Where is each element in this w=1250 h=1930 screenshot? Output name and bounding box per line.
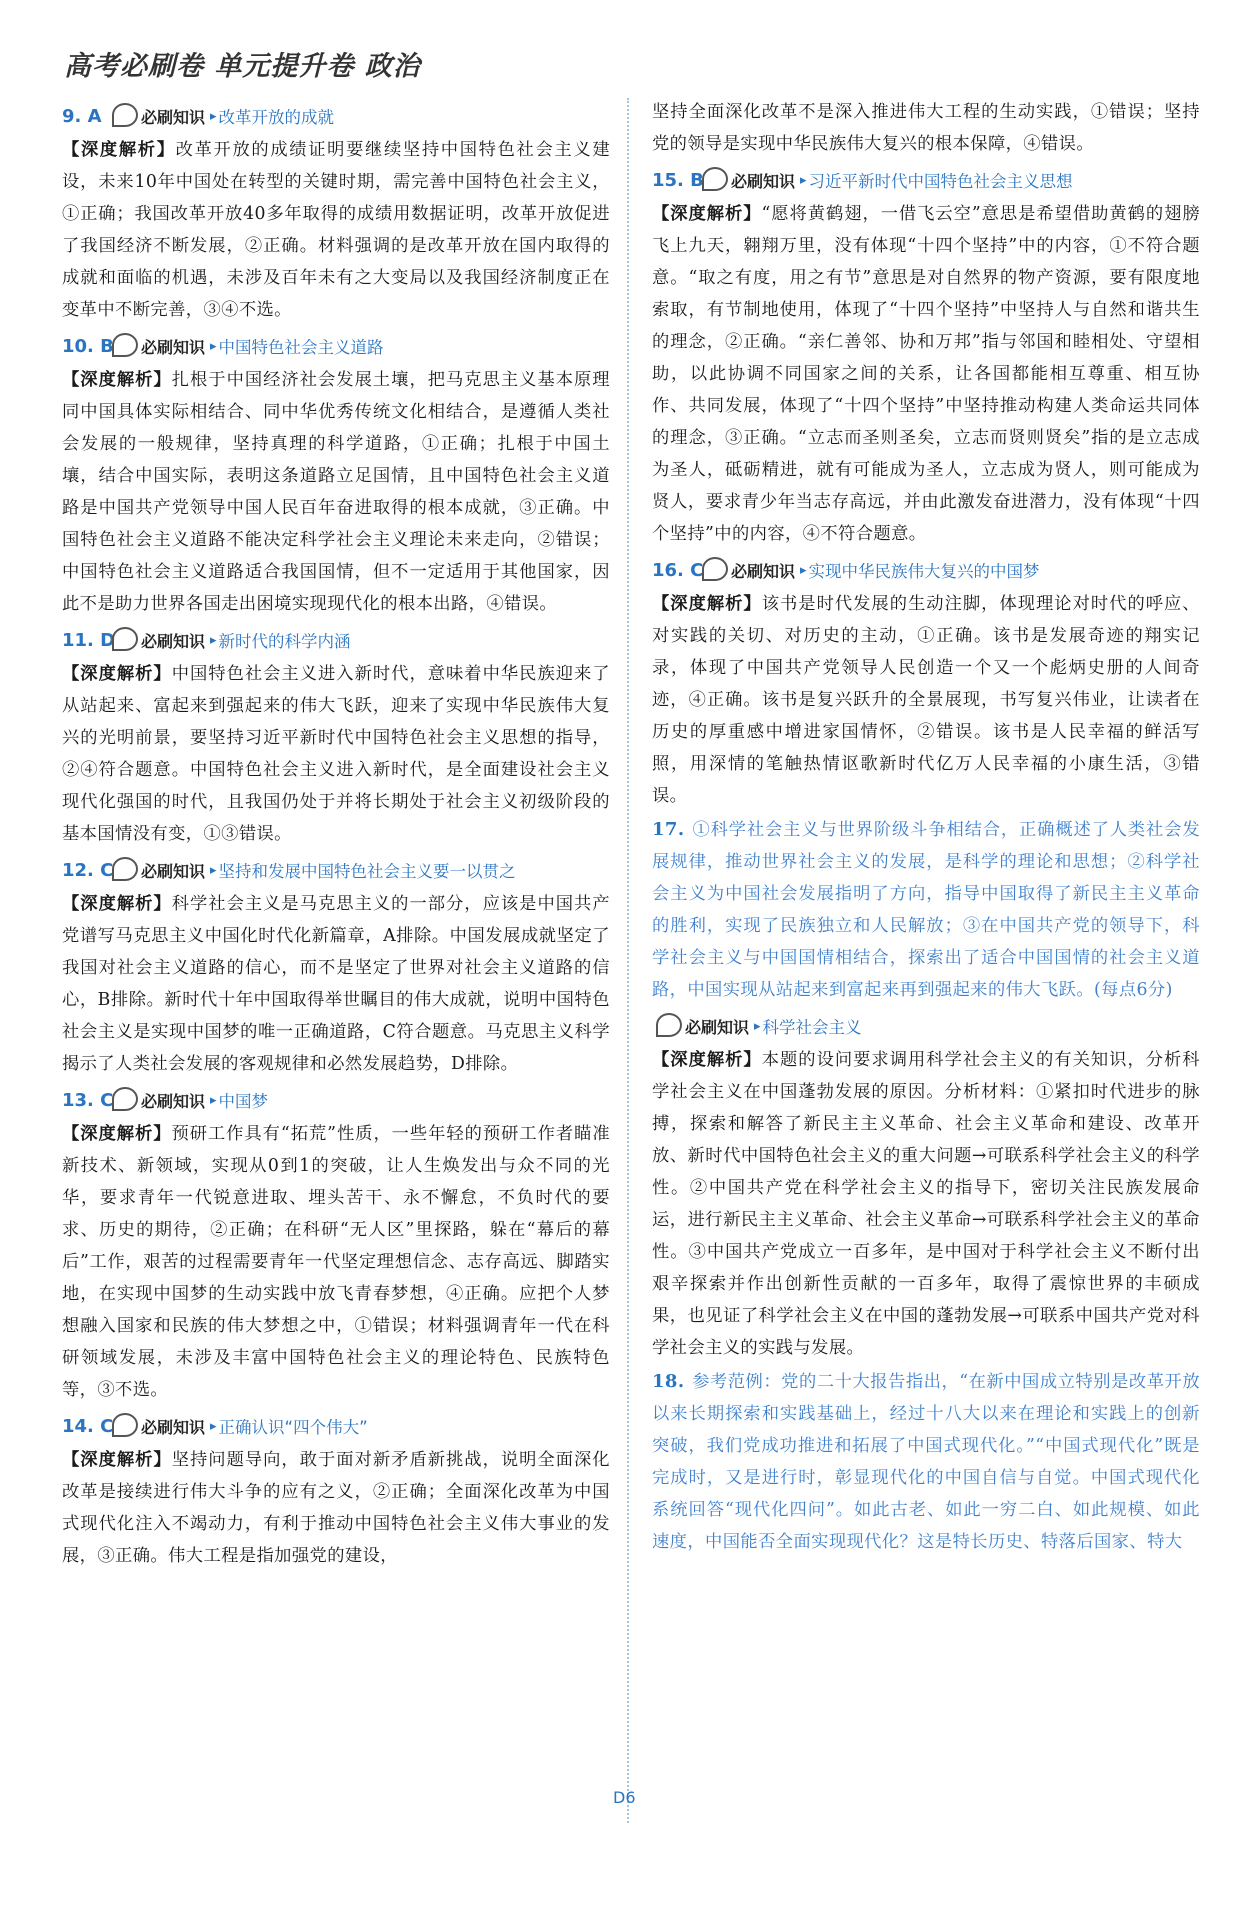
knowledge-tag: 必刷知识 ▸ [702, 558, 809, 582]
question-16-analysis: 【深度解析】该书是时代发展的生动注脚，体现理论对时代的呼应、对实践的关切、对历史的主动，①正确。该书是发展奇迹的翔实记录，体现了中国共产党领导人民创造一个又一个彪炳史册的人间奇迹，④正确。该书是复兴跃升的全景展现，书写复兴伟业，让读者在历史的厚重感中增进家国情怀，②错误。该书是人民幸福的鲜活写照，用深情的笔触热情讴歌新时代亿万人民幸福的小康生活，③错误。 [652, 594, 1200, 806]
question-number: 9. A [62, 105, 102, 127]
knowledge-tag: 必刷知识 ▸ [112, 858, 219, 882]
question-17-answer: 17. ①科学社会主义与世界阶级斗争相结合，正确概述了人类社会发展规律，推动世界社会主义的发展，是科学的理论和思想；②科学社会主义为中国社会发展指明了方向，指导中国取得了新民主主义革命的胜利，实现了民族独立和人民解放；③在中国共产党的领导下，科学社会主义与中国国情相结合，探索出了适合中国国情的社会主义道路，中国实现从站起来到富起来再到强起来的伟大飞跃。(每点6分) [652, 814, 1200, 1006]
page-number: D6 [613, 1788, 636, 1807]
question-17-header [652, 1010, 1200, 1042]
question-11-analysis: 【深度解析】中国特色社会主义进入新时代，意味着中华民族迎来了从站起来、富起来到强起来的伟大飞跃，迎来了实现中华民族伟大复兴的光明前景，要坚持习近平新时代中国特色社会主义思想的指导，②④符合题意。中国特色社会主义进入新时代，是全面建设社会主义现代化强国的时代，且我国仍处于并将长期处于社会主义初级阶段的基本国情没有变，①③错误。 [62, 664, 610, 844]
question-15-analysis: 【深度解析】“愿将黄鹤翅，一借飞云空”意思是希望借助黄鹤的翅膀飞上九天，翱翔万里，没有体现“十四个坚持”中的内容，①不符合题意。“取之有度，用之有节”意思是对自然界的物产资源，要有限度地索取，有节制地使用，体现了“十四个坚持”中坚持人与自然和谐共生的理念，②正确。“亲仁善邻、协和万邦”指与邻国和睦相处、守望相助，以此协调不同国家之间的关系，让各国都能相互尊重、相互协作、共同发展，体现了“十四个坚持”中坚持推动构建人类命运共同体的理念，③正确。“立志而圣则圣矣，立志而贤则贤矣”指的是立志成为圣人，砥砺精进，就有可能成为圣人，立志成为贤人，则可能成为贤人，要求青少年当志存高远，并由此激发奋进潜力，没有体现“十四个坚持”中的内容，④不符合题意。 [652, 204, 1201, 544]
question-18-answer: 18. 参考范例：党的二十大报告指出，“在新中国成立特别是改革开放以来长期探索和实践基础上，经过十八大以来在理论和实践上的创新突破，我们党成功推进和拓展了中国式现代化。”“中国式现代化”既是完成时，又是进行时，彰显现代化的中国自信与自觉。中国式现代化系统回答“现代化四问”。如此古老、如此一穷二白、如此规模、如此速度，中国能否全面实现现代化？这是特长历史、特落后国家、特大 [652, 1366, 1200, 1558]
speech-bubble-icon [112, 857, 138, 881]
arrow-right-icon: ▸ [210, 338, 217, 354]
question-16-header [652, 554, 1200, 586]
knowledge-tag: 必刷知识 ▸ [112, 104, 219, 128]
question-12-header [62, 854, 610, 886]
arrow-right-icon: ▸ [210, 632, 217, 648]
arrow-right-icon: ▸ [210, 1092, 217, 1108]
speech-bubble-icon [112, 627, 138, 651]
speech-bubble-icon [702, 167, 728, 191]
knowledge-tag: 必刷知识 ▸ [112, 628, 219, 652]
arrow-right-icon: ▸ [210, 862, 217, 878]
question-number: 15. B [652, 169, 704, 191]
question-topic: 正确认识“四个伟大” [218, 1418, 368, 1437]
arrow-right-icon: ▸ [800, 562, 807, 578]
speech-bubble-icon [112, 103, 138, 127]
knowledge-tag: 必刷知识 ▸ [656, 1014, 763, 1038]
speech-bubble-icon [112, 333, 138, 357]
question-17-analysis: 【深度解析】本题的设问要求调用科学社会主义的有关知识，分析科学社会主义在中国蓬勃发展的原因。分析材料：①紧扣时代进步的脉搏，探索和解答了新民主主义革命、社会主义革命和建设、改革开放、新时代中国特色社会主义的重大问题→可联系科学社会主义的科学性。②中国共产党在科学社会主义的指导下，密切关注民族发展命运，进行新民主主义革命、社会主义革命→可联系科学社会主义的革命性。③中国共产党成立一百多年，是中国对于科学社会主义不断付出艰辛探索并作出创新性贡献的一百多年，取得了震惊世界的丰硕成果，也见证了科学社会主义在中国的蓬勃发展→可联系中国共产党对科学社会主义的实践与发展。 [652, 1050, 1200, 1358]
question-number: 14. C [62, 1415, 114, 1437]
speech-bubble-icon [112, 1413, 138, 1437]
question-topic: 改革开放的成就 [218, 108, 335, 127]
arrow-right-icon: ▸ [800, 172, 807, 188]
question-14-analysis: 【深度解析】坚持问题导向，敢于面对新矛盾新挑战，说明全面深化改革是接续进行伟大斗争的应有之义，②正确；全面深化改革为中国式现代化注入不竭动力，有利于推动中国特色社会主义伟大事业的发展，③正确。伟大工程是指加强党的建设， [62, 1450, 610, 1566]
question-number: 10. B [62, 335, 114, 357]
question-12-analysis: 【深度解析】科学社会主义是马克思主义的一部分，应该是中国共产党谱写马克思主义中国化时代化新篇章，A排除。中国发展成就坚定了我国对社会主义道路的信心，而不是坚定了世界对社会主义道路的信心，B排除。新时代十年中国取得举世瞩目的伟大成就，说明中国特色社会主义是实现中国梦的唯一正确道路，C符合题意。马克思主义科学揭示了人类社会发展的客观规律和必然发展趋势，D排除。 [62, 894, 610, 1074]
knowledge-tag: 必刷知识 ▸ [702, 168, 809, 192]
left-column [62, 96, 610, 1574]
question-number: 13. C [62, 1089, 114, 1111]
question-topic: 中国特色社会主义道路 [218, 338, 384, 357]
question-13-analysis: 【深度解析】预研工作具有“拓荒”性质，一些年轻的预研工作者瞄准新技术、新领域，实现从0到1的突破，让人生焕发出与众不同的光华，要求青年一代锐意进取、埋头苦干、永不懈怠，不负时代的要求、历史的期待，②正确；在科研“无人区”里探路，躲在“幕后的幕后”工作，艰苦的过程需要青年一代坚定理想信念、志存高远、脚踏实地，在实现中国梦的生动实践中放飞青春梦想，④正确。应把个人梦想融入国家和民族的伟大梦想之中，①错误；材料强调青年一代在科研领域发展，未涉及丰富中国特色社会主义的理论特色、民族特色等，③不选。 [62, 1124, 611, 1400]
question-11-header [62, 624, 610, 656]
question-13-header [62, 1084, 610, 1116]
question-number: 11. D [62, 629, 116, 651]
question-10-header [62, 330, 610, 362]
speech-bubble-icon [112, 1087, 138, 1111]
knowledge-tag: 必刷知识 ▸ [112, 1414, 219, 1438]
question-number: 18. [652, 1371, 685, 1392]
column-divider [627, 98, 629, 1823]
question-number: 16. C [652, 559, 704, 581]
speech-bubble-icon [702, 557, 728, 581]
question-number: 17. [652, 819, 685, 840]
right-column [652, 96, 1200, 1560]
page-title: 高考必刷卷 单元提升卷 政治 [64, 51, 421, 82]
speech-bubble-icon [656, 1013, 682, 1037]
question-14-analysis-continued: 坚持全面深化改革不是深入推进伟大工程的生动实践，①错误；坚持党的领导是实现中华民族伟大复兴的根本保障，④错误。 [652, 102, 1200, 154]
question-9-analysis: 【深度解析】改革开放的成绩证明要继续坚持中国特色社会主义建设，未来10年中国处在转型的关键时期，需完善中国特色社会主义，①正确；我国改革开放40多年取得的成绩用数据证明，改革开放促进了我国经济不断发展，②正确。材料强调的是改革开放在国内取得的成就和面临的机遇，未涉及百年未有之大变局以及我国经济制度正在变革中不断完善，③④不选。 [62, 140, 610, 320]
question-topic: 坚持和发展中国特色社会主义要一以贯之 [218, 862, 516, 881]
question-topic: 习近平新时代中国特色社会主义思想 [808, 172, 1073, 191]
arrow-right-icon: ▸ [210, 1418, 217, 1434]
question-number: 12. C [62, 859, 114, 881]
question-14-header [62, 1410, 610, 1442]
question-15-header [652, 164, 1200, 196]
question-10-analysis: 【深度解析】扎根于中国经济社会发展土壤，把马克思主义基本原理同中国具体实际相结合、同中华优秀传统文化相结合，是遵循人类社会发展的一般规律，坚持真理的科学道路，①正确；扎根于中国土壤，结合中国实际，表明这条道路立足国情，且中国特色社会主义道路是中国共产党领导中国人民百年奋进取得的根本成就，③正确。中国特色社会主义道路不能决定科学社会主义理论未来走向，②错误；中国特色社会主义道路适合我国国情，但不一定适用于其他国家，因此不是助力世界各国走出困境实现现代化的根本出路，④错误。 [62, 370, 610, 614]
question-topic: 科学社会主义 [762, 1018, 862, 1037]
arrow-right-icon: ▸ [754, 1018, 761, 1034]
knowledge-tag: 必刷知识 ▸ [112, 334, 219, 358]
arrow-right-icon: ▸ [210, 108, 217, 124]
knowledge-tag: 必刷知识 ▸ [112, 1088, 219, 1112]
question-topic: 实现中华民族伟大复兴的中国梦 [808, 562, 1040, 581]
question-topic: 中国梦 [218, 1092, 269, 1111]
question-9-header [62, 100, 610, 132]
question-topic: 新时代的科学内涵 [218, 632, 351, 651]
